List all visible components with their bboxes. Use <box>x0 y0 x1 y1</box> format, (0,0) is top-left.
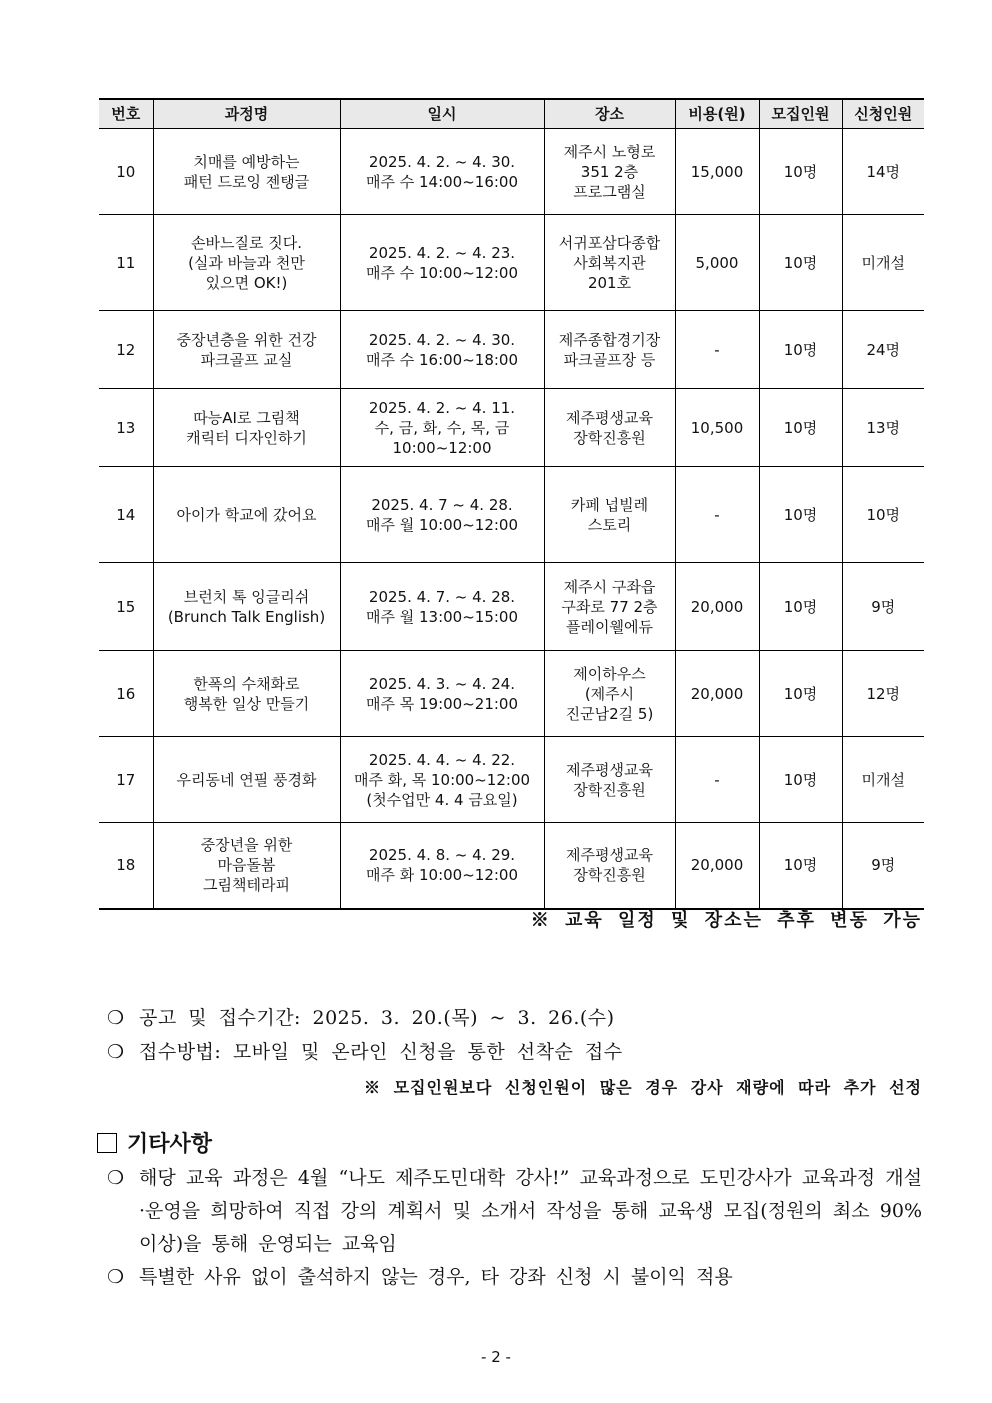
cell-place: 제주평생교육 장학진흥원 <box>544 823 675 909</box>
cell-course: 치매를 예방하는 패턴 드로잉 젠탱글 <box>153 129 340 215</box>
announcement-period-item <box>107 1003 615 1030</box>
table-row <box>99 389 924 467</box>
course-table <box>99 98 924 910</box>
cell-capacity: 10명 <box>759 215 842 311</box>
cell-cost: - <box>675 467 759 563</box>
page-number: - 2 - <box>481 1348 511 1366</box>
announcement-period-text: 공고 및 접수기간: 2025. 3. 20.(목) ~ 3. 26.(수) <box>139 1007 615 1029</box>
header-place: 장소 <box>544 99 675 129</box>
cell-place: 제주평생교육 장학진흥원 <box>544 737 675 823</box>
cell-schedule: 2025. 4. 3. ~ 4. 24. 매주 목 19:00~21:00 <box>340 651 544 737</box>
section-title <box>97 1127 212 1158</box>
cell-applicants: 9명 <box>842 563 924 651</box>
cell-applicants: 미개설 <box>842 737 924 823</box>
cell-capacity: 10명 <box>759 467 842 563</box>
cell-capacity: 10명 <box>759 389 842 467</box>
cell-no: 11 <box>99 215 153 311</box>
cell-applicants: 14명 <box>842 129 924 215</box>
cell-applicants: 12명 <box>842 651 924 737</box>
schedule-change-note: ※ 교육 일정 및 장소는 추후 변동 가능 <box>530 910 922 931</box>
table-row <box>99 129 924 215</box>
cell-course: 아이가 학교에 갔어요 <box>153 467 340 563</box>
cell-cost: 20,000 <box>675 651 759 737</box>
cell-course: 손바느질로 짓다. (실과 바늘과 천만 있으면 OK!) <box>153 215 340 311</box>
cell-no: 17 <box>99 737 153 823</box>
cell-place: 제이하우스 (제주시 진군남2길 5) <box>544 651 675 737</box>
table-row <box>99 215 924 311</box>
other-item-2 <box>107 1261 922 1294</box>
section-title-text: 기타사항 <box>127 1132 213 1157</box>
cell-schedule: 2025. 4. 4. ~ 4. 22. 매주 화, 목 10:00~12:00 (첫수업만 4. 4 금요일) <box>340 737 544 823</box>
cell-schedule: 2025. 4. 7. ~ 4. 28. 매주 월 13:00~15:00 <box>340 563 544 651</box>
bullet-circle-icon: ❍ <box>107 1007 125 1029</box>
table-row <box>99 311 924 389</box>
cell-no: 14 <box>99 467 153 563</box>
header-capacity: 모집인원 <box>759 99 842 129</box>
cell-applicants: 9명 <box>842 823 924 909</box>
table-row <box>99 651 924 737</box>
bullet-circle-icon: ❍ <box>107 1266 125 1288</box>
cell-applicants: 13명 <box>842 389 924 467</box>
cell-applicants: 24명 <box>842 311 924 389</box>
cell-applicants: 10명 <box>842 467 924 563</box>
cell-cost: 20,000 <box>675 563 759 651</box>
cell-schedule: 2025. 4. 2. ~ 4. 11. 수, 금, 화, 수, 목, 금 10:00~12:00 <box>340 389 544 467</box>
cell-no: 13 <box>99 389 153 467</box>
cell-place: 제주시 구좌읍 구좌로 77 2층 플레이웰에듀 <box>544 563 675 651</box>
header-course: 과정명 <box>153 99 340 129</box>
cell-schedule: 2025. 4. 8. ~ 4. 29. 매주 화 10:00~12:00 <box>340 823 544 909</box>
cell-capacity: 10명 <box>759 823 842 909</box>
header-applicants: 신청인원 <box>842 99 924 129</box>
cell-capacity: 10명 <box>759 563 842 651</box>
cell-course: 한폭의 수채화로 행복한 일상 만들기 <box>153 651 340 737</box>
other-item-1-text: 해당 교육 과정은 4월 “나도 제주도민대학 강사!” 교육과정으로 도민강사가 교육과정 개설·운영을 희망하여 직접 강의 계획서 및 소개서 작성을 통해 교육생 모집(정원의 최소 90% 이상)을 통해 운영되는 교육임 <box>139 1167 922 1255</box>
other-item-2-text: 특별한 사유 없이 출석하지 않는 경우, 타 강좌 신청 시 불이익 적용 <box>139 1266 733 1288</box>
header-schedule: 일시 <box>340 99 544 129</box>
cell-no: 18 <box>99 823 153 909</box>
cell-cost: 10,500 <box>675 389 759 467</box>
cell-cost: 5,000 <box>675 215 759 311</box>
cell-cost: - <box>675 737 759 823</box>
table-row <box>99 467 924 563</box>
cell-course: 브런치 톡 잉글리쉬 (Brunch Talk English) <box>153 563 340 651</box>
cell-capacity: 10명 <box>759 651 842 737</box>
cell-schedule: 2025. 4. 7 ~ 4. 28. 매주 월 10:00~12:00 <box>340 467 544 563</box>
application-method-text: 접수방법: 모바일 및 온라인 신청을 통한 선착순 접수 <box>139 1041 623 1063</box>
cell-schedule: 2025. 4. 2. ~ 4. 30. 매주 수 14:00~16:00 <box>340 129 544 215</box>
cell-capacity: 10명 <box>759 129 842 215</box>
other-item-1 <box>107 1162 922 1261</box>
cell-course: 중장년을 위한 마음돌봄 그림책테라피 <box>153 823 340 909</box>
cell-course: 따능AI로 그림책 캐릭터 디자인하기 <box>153 389 340 467</box>
bullet-circle-icon: ❍ <box>107 1041 125 1063</box>
cell-cost: - <box>675 311 759 389</box>
cell-no: 16 <box>99 651 153 737</box>
cell-place: 서귀포삼다종합 사회복지관 201호 <box>544 215 675 311</box>
cell-capacity: 10명 <box>759 737 842 823</box>
checkbox-square-icon <box>97 1133 117 1153</box>
cell-place: 카페 넙빌레 스토리 <box>544 467 675 563</box>
cell-schedule: 2025. 4. 2. ~ 4. 30. 매주 수 16:00~18:00 <box>340 311 544 389</box>
cell-course: 우리동네 연필 풍경화 <box>153 737 340 823</box>
header-cost: 비용(원) <box>675 99 759 129</box>
table-row <box>99 737 924 823</box>
table-header-row <box>99 99 924 129</box>
cell-no: 12 <box>99 311 153 389</box>
table-row <box>99 563 924 651</box>
cell-cost: 15,000 <box>675 129 759 215</box>
table-row <box>99 823 924 909</box>
cell-place: 제주종합경기장 파크골프장 등 <box>544 311 675 389</box>
cell-cost: 20,000 <box>675 823 759 909</box>
cell-schedule: 2025. 4. 2. ~ 4. 23. 매주 수 10:00~12:00 <box>340 215 544 311</box>
cell-applicants: 미개설 <box>842 215 924 311</box>
cell-capacity: 10명 <box>759 311 842 389</box>
bullet-circle-icon: ❍ <box>107 1167 125 1189</box>
recruit-note: ※ 모집인원보다 신청인원이 많은 경우 강사 재량에 따라 추가 선정 <box>364 1078 922 1097</box>
application-method-item <box>107 1037 623 1064</box>
cell-place: 제주시 노형로 351 2층 프로그램실 <box>544 129 675 215</box>
cell-place: 제주평생교육 장학진흥원 <box>544 389 675 467</box>
cell-no: 15 <box>99 563 153 651</box>
header-no: 번호 <box>99 99 153 129</box>
cell-course: 중장년층을 위한 건강 파크골프 교실 <box>153 311 340 389</box>
cell-no: 10 <box>99 129 153 215</box>
